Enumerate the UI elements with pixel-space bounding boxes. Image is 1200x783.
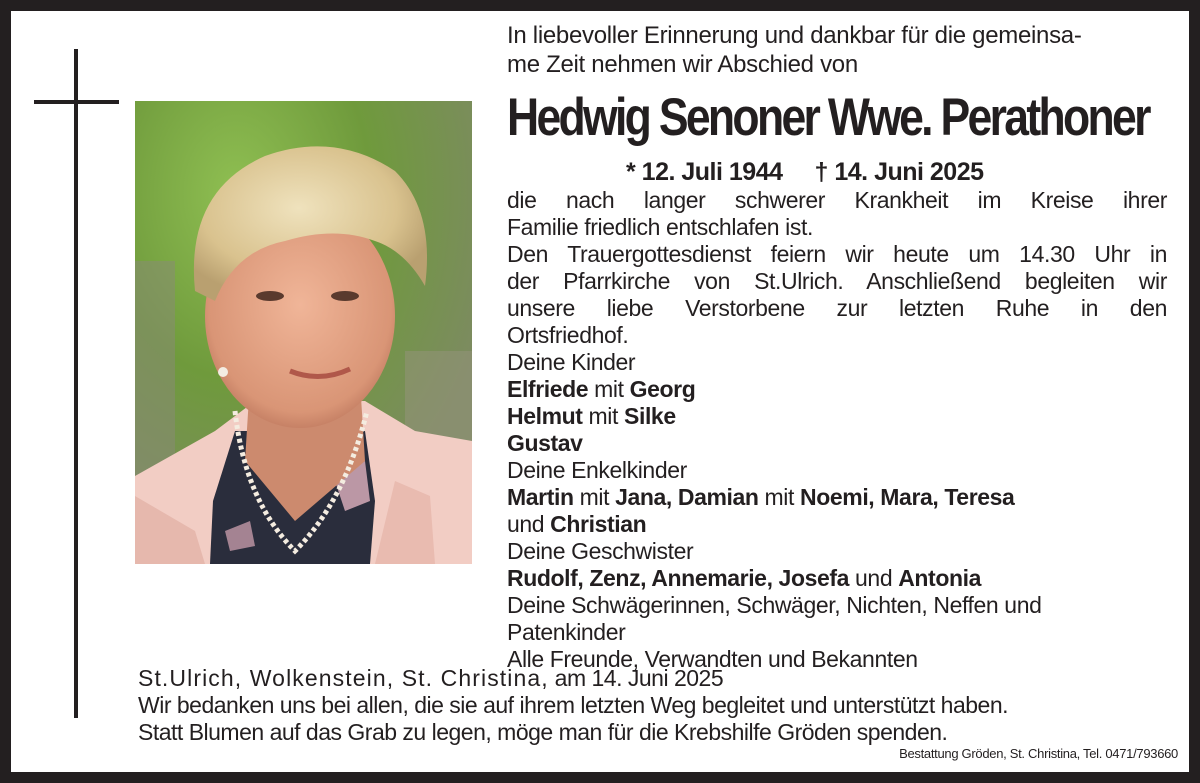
grandchildren-line-1: Martin mit Jana, Damian mit Noemi, Mara, Teresa bbox=[507, 484, 1015, 510]
place-date-line: St.Ulrich, Wolkenstein, St. Christina, am 14. Juni 2025 bbox=[138, 665, 724, 691]
life-dates bbox=[626, 157, 984, 187]
intro-text bbox=[507, 21, 1167, 79]
thanks-line: Wir bedanken uns bei allen, die sie auf ihrem letzten Weg begleitet und unterstützt haben. bbox=[138, 692, 1009, 718]
grandchildren-line-2: und Christian bbox=[507, 511, 647, 537]
deceased-name: Hedwig Senoner Wwe. Perathoner bbox=[507, 88, 1149, 147]
passing-text-line-1: die nach langer schwerer Krankheit im Kreise ihrer bbox=[507, 187, 1167, 213]
notice-body bbox=[507, 187, 1167, 673]
service-text-line-2: der Pfarrkirche von St.Ulrich. Anschließend begleiten wir bbox=[507, 268, 1167, 294]
intro-line-1: In liebevoller Erinnerung und dankbar für die gemeinsa- bbox=[507, 22, 1082, 49]
friends-line: Alle Freunde, Verwandten und Bekannten bbox=[507, 646, 918, 672]
notice-footer bbox=[138, 665, 1168, 746]
funeral-home-credit: Bestattung Gröden, St. Christina, Tel. 0471/793660 bbox=[899, 746, 1178, 761]
child-entry: Gustav bbox=[507, 430, 583, 456]
obituary-card bbox=[11, 11, 1189, 772]
grandchildren-label: Deine Enkelkinder bbox=[507, 457, 687, 483]
intro-line-2: me Zeit nehmen wir Abschied von bbox=[507, 51, 858, 78]
cross-icon-horizontal bbox=[34, 100, 119, 104]
inlaws-line-1: Deine Schwägerinnen, Schwäger, Nichten, Neffen und bbox=[507, 592, 1042, 618]
donation-line: Statt Blumen auf das Grab zu legen, möge man für die Krebshilfe Gröden spenden. bbox=[138, 719, 948, 745]
passing-text-line-2: Familie friedlich entschlafen ist. bbox=[507, 214, 813, 240]
portrait-photo bbox=[135, 101, 472, 564]
cross-icon-vertical bbox=[74, 49, 78, 718]
child-entry: Helmut mit Silke bbox=[507, 403, 676, 429]
child-entry: Elfriede mit Georg bbox=[507, 376, 696, 402]
children-label: Deine Kinder bbox=[507, 349, 636, 375]
siblings-line: Rudolf, Zenz, Annemarie, Josefa und Antonia bbox=[507, 565, 982, 591]
siblings-label: Deine Geschwister bbox=[507, 538, 694, 564]
death-date: † 14. Juni 2025 bbox=[814, 158, 984, 186]
birth-date: * 12. Juli 1944 bbox=[626, 158, 783, 186]
service-text-line-3: unsere liebe Verstorbene zur letzten Ruhe in den bbox=[507, 295, 1167, 321]
inlaws-line-2: Patenkinder bbox=[507, 619, 626, 645]
service-text-line-1: Den Trauergottesdienst feiern wir heute um 14.30 Uhr in bbox=[507, 241, 1167, 267]
service-text-line-4: Ortsfriedhof. bbox=[507, 322, 629, 348]
